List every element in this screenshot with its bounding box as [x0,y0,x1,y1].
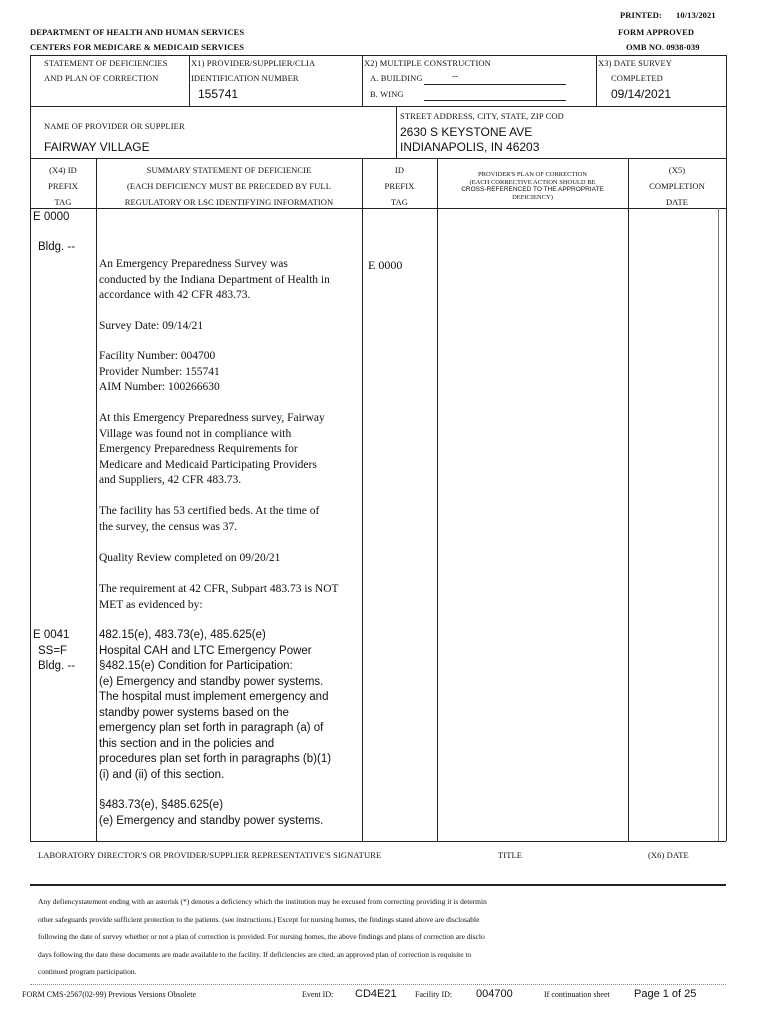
department-title: DEPARTMENT OF HEALTH AND HUMAN SERVICES [30,27,245,37]
text-line: (e) Emergency and standby power systems. [99,675,324,688]
disclaimer-line: continued program participation. [38,967,137,976]
building-label: A. BUILDING [370,73,423,83]
form-approved: FORM APPROVED [618,27,695,37]
building-value: -- [452,71,458,81]
wing-label: B. WING [370,89,404,99]
emergency-power-paragraph [99,628,331,783]
plan-label-line4: DEFICIENCY) [512,193,553,201]
printed-label: PRINTED: [620,10,662,20]
text-line: conducted by the Indiana Department of Health in [99,273,330,286]
id-prefix-label: PREFIX [384,181,415,191]
text-line: Emergency Preparedness Requirements for [99,443,298,455]
id-label: ID [394,165,405,175]
id-tag-label: TAG [390,197,409,207]
street-address-label: STREET ADDRESS, CITY, STATE, ZIP COD [400,111,564,121]
aim-number: AIM Number: 100266630 [99,381,220,393]
text-line: this section and in the policies and [99,737,275,750]
compliance-paragraph [99,411,325,489]
quality-review: Quality Review completed on 09/20/21 [99,552,281,564]
x4-id-label: (X4) ID [49,165,77,175]
plan-of-correction-label [437,171,628,201]
provider-id-value: 155741 [198,87,239,101]
building-tag-2: Bldg. -- [38,660,76,672]
event-id-label: Event ID: [302,990,334,999]
disclaimer-line: other safeguards provide sufficient protection to the patients. (see instructions.) Except for nursing homes, the findings stated above are disclosable [38,914,480,924]
correction-tag: E 0000 [368,258,403,272]
deficiency-tag-2 [33,628,75,675]
signature-date-label: (X6) DATE [648,850,689,860]
statement-label-line2: AND PLAN OF CORRECTION [44,73,159,83]
plan-label-line1: PROVIDER'S PLAN OF CORRECTION [478,171,587,178]
omb-number: OMB NO. 0938-039 [626,42,700,52]
multiple-construction-label: X2) MULTIPLE CONSTRUCTION [364,58,491,68]
date-survey-value: 09/14/2021 [611,87,672,101]
signature-label: LABORATORY DIRECTOR'S OR PROVIDER/SUPPLIER REPRESENTATIVE'S SIGNATURE [38,850,382,860]
survey-intro-paragraph [99,257,330,304]
deficiency-tag: E 0000 [33,211,70,223]
scope-severity: SS=F [38,644,68,657]
requirement-paragraph [99,582,339,613]
survey-date: Survey Date: 09/14/21 [99,320,204,332]
title-label: TITLE [498,850,523,860]
disclaimer [38,893,487,981]
summary-label-line2: (EACH DEFICIENCY MUST BE PRECEDED BY FULL [126,181,332,191]
page-number: Page 1 of 25 [634,988,697,1000]
summary-label-line3: REGULATORY OR LSC IDENTIFYING INFORMATION [124,197,334,207]
x4-prefix-label: PREFIX [48,181,78,191]
facility-number: Facility Number: 004700 [99,350,216,362]
plan-label-line2: (EACH CORRECTIVE ACTION SHOULD BE [469,178,596,186]
facility-id-value: 004700 [476,988,513,1000]
street-address-value: 2630 S KEYSTONE AVE [400,125,533,139]
provider-id-label-line2: IDENTIFICATION NUMBER [191,73,299,83]
disclaimer-line: Any defiencystatement ending with an asterisk (*) denotes a deficiency which the institution may be excused from correcting providing it is determin [38,897,487,906]
text-line: MET as evidenced by: [99,598,203,611]
census-paragraph [99,504,319,535]
text-line: Village was found not in compliance with [99,427,292,440]
statement-label-line1: STATEMENT OF DEFICIENCIES [44,58,168,68]
text-line: Medicare and Medicaid Participating Providers [99,458,317,471]
text-line: the survey, the census was 37. [99,520,238,533]
text-line: At this Emergency Preparedness survey, Fairway [99,412,325,424]
facility-info [99,349,220,396]
x5-label: (X5) [668,165,686,175]
text-line: The hospital must implement emergency and [99,691,329,703]
text-line: 482.15(e), 483.73(e), 485.625(e) [99,629,266,641]
disclaimer-line: days following the date these documents are made available to the facility. If deficiencies are cited, an approved plan of correction is requisite to [38,949,472,959]
provider-number: Provider Number: 155741 [99,365,220,378]
text-line: accordance with 42 CFR 483.73. [99,289,251,301]
text-line: The requirement at 42 CFR, Subpart 483.73 is NOT [99,583,339,595]
printed-date: 10/13/2021 [676,10,716,20]
x4-tag-label: TAG [54,197,72,207]
text-line: and Suppliers, 42 CFR 483.73. [99,474,242,486]
building-tag: Bldg. -- [38,241,76,253]
form-number: FORM CMS-2567(02-99) Previous Versions Obsolete [22,990,197,999]
plan-label-line3: CROSS-REFERENCED TO THE APPROPRIATE [461,186,604,193]
completion-label: COMPLETION [649,181,705,191]
text-line: procedures plan set forth in paragraphs (b)(1) [99,753,332,765]
date-survey-label-line1: X3) DATE SURVEY [598,58,673,68]
centers-title: CENTERS FOR MEDICARE & MEDICAID SERVICES [30,42,245,52]
text-line: §483.73(e), §485.625(e) [99,799,224,811]
text-line: (i) and (ii) of this section. [99,768,225,781]
facility-id-label: Facility ID: [415,990,453,999]
text-line: emergency plan set forth in paragraph (a) of [99,722,324,734]
text-line: Hospital CAH and LTC Emergency Power [99,644,312,657]
provider-name-label: NAME OF PROVIDER OR SUPPLIER [44,121,185,131]
summary-label-line1: SUMMARY STATEMENT OF DEFICIENCIE [146,165,312,175]
text-line: An Emergency Preparedness Survey was [99,258,288,270]
text-line: (e) Emergency and standby power systems. [99,814,324,827]
provider-name-value: FAIRWAY VILLAGE [44,140,150,154]
continuation-label: If continuation sheet [544,990,610,999]
text-line: The facility has 53 certified beds. At the time of [99,505,320,517]
text-line: standby power systems based on the [99,706,289,719]
text-line: §482.15(e) Condition for Participation: [99,660,293,672]
disclaimer-line: following the date of survey whether or not a plan of correction is provided. For nursing homes, the above findings and plans of correction are disclo [38,932,485,941]
event-id-value: CD4E21 [355,988,397,1000]
tag-code: E 0041 [33,629,70,641]
date-label: DATE [665,197,689,207]
regulation-paragraph [99,798,323,829]
date-survey-label-line2: COMPLETED [611,73,663,83]
city-state-zip-value: INDIANAPOLIS, IN 46203 [400,140,540,154]
provider-id-label-line1: X1) PROVIDER/SUPPLIER/CLIA [191,58,316,68]
